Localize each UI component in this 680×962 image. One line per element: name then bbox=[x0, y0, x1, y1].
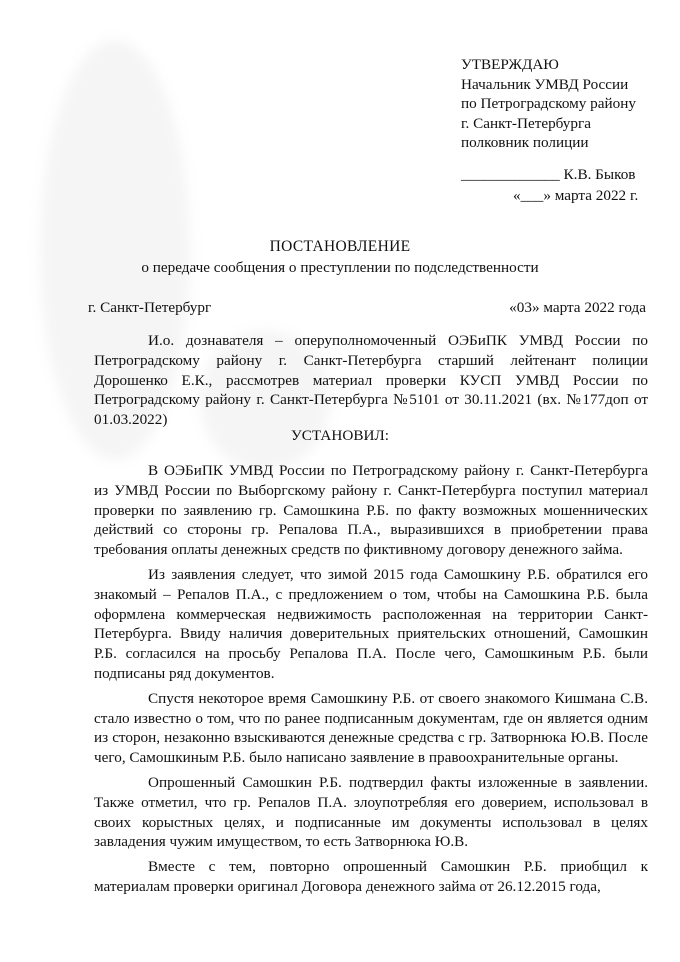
document-title: ПОСТАНОВЛЕНИЕ bbox=[269, 238, 411, 255]
body-paragraph: Спустя некоторое время Самошкину Р.Б. от своего знакомого Кишмана С.В. стало известно о том, что по ранее подписанным документам, где он является одним из сторон, незаконно взыскиваются денежные средства с гр. Затворнюка Ю.В. После чего, Самошкиным Р.Б. было написано заявление в правоохранительные органы. bbox=[94, 689, 648, 767]
intro-paragraph: И.о. дознавателя – оперуполномоченный ОЭБиПК УМВД России по Петроградскому району г. Санкт-Петербурга старший лейтенант полиции Дорошенко Е.К., рассмотрев материал проверки КУСП УМВД России по Петроградскому району г. Санкт-Петербурга №5101 от 30.11.2021 (вх. №177доп от 01.03.2022) bbox=[94, 332, 648, 429]
section-heading: УСТАНОВИЛ: bbox=[291, 427, 389, 444]
approval-line: Начальник УМВД России bbox=[461, 75, 629, 93]
approval-line: г. Санкт-Петербурга bbox=[461, 114, 591, 132]
approval-line: по Петроградскому району bbox=[461, 95, 636, 113]
body-paragraph: Вместе с тем, повторно опрошенный Самошкин Р.Б. приобщил к материалам проверки оригинал Договора денежного займа от 26.12.2015 года, bbox=[94, 858, 648, 895]
approval-date: «___» марта 2022 г. bbox=[513, 187, 639, 204]
approval-title: УТВЕРЖДАЮ bbox=[461, 56, 559, 73]
document-body bbox=[94, 461, 648, 902]
body-paragraph: Опрошенный Самошкин Р.Б. подтвердил факты изложенные в заявлении. Также отметил, что гр. Репалов П.А. злоупотребляя его доверием, использовал в своих корыстных целях, и подписанные им документы использовал в целях завладения чужим имуществом, то есть Затворнюка Ю.В. bbox=[94, 773, 648, 851]
approval-block bbox=[461, 55, 636, 153]
approval-signature: _____________ К.В. Быков bbox=[461, 166, 636, 183]
body-paragraph: Из заявления следует, что зимой 2015 года Самошкину Р.Б. обратился его знакомый – Репалов П.А., с предложением о том, чтобы на Самошкина Р.Б. была оформлена коммерческая недвижимость расположенная на территории Санкт-Петербурга. Ввиду наличия доверительных приятельских отношений, Самошкин Р.Б. согласился на просьбу Репалова П.А. После чего, Самошкиным Р.Б. были подписаны ряд документов. bbox=[94, 565, 648, 682]
approval-line: полковник полиции bbox=[461, 134, 589, 152]
document-subtitle: о передаче сообщения о преступлении по подследственности bbox=[141, 259, 539, 276]
document-place: г. Санкт-Петербург bbox=[88, 299, 212, 316]
body-paragraph: В ОЭБиПК УМВД России по Петроградскому району г. Санкт-Петербурга из УМВД России по Выборгскому району г. Санкт-Петербурга поступил материал проверки по заявлению гр. Самошкина Р.Б. по факту возможных мошеннических действий со стороны гр. Репалова П.А., выразившихся в приобретении права требования оплаты денежных средств по фиктивному договору денежного займа. bbox=[94, 462, 648, 559]
document-date: «03» марта 2022 года bbox=[509, 299, 646, 316]
